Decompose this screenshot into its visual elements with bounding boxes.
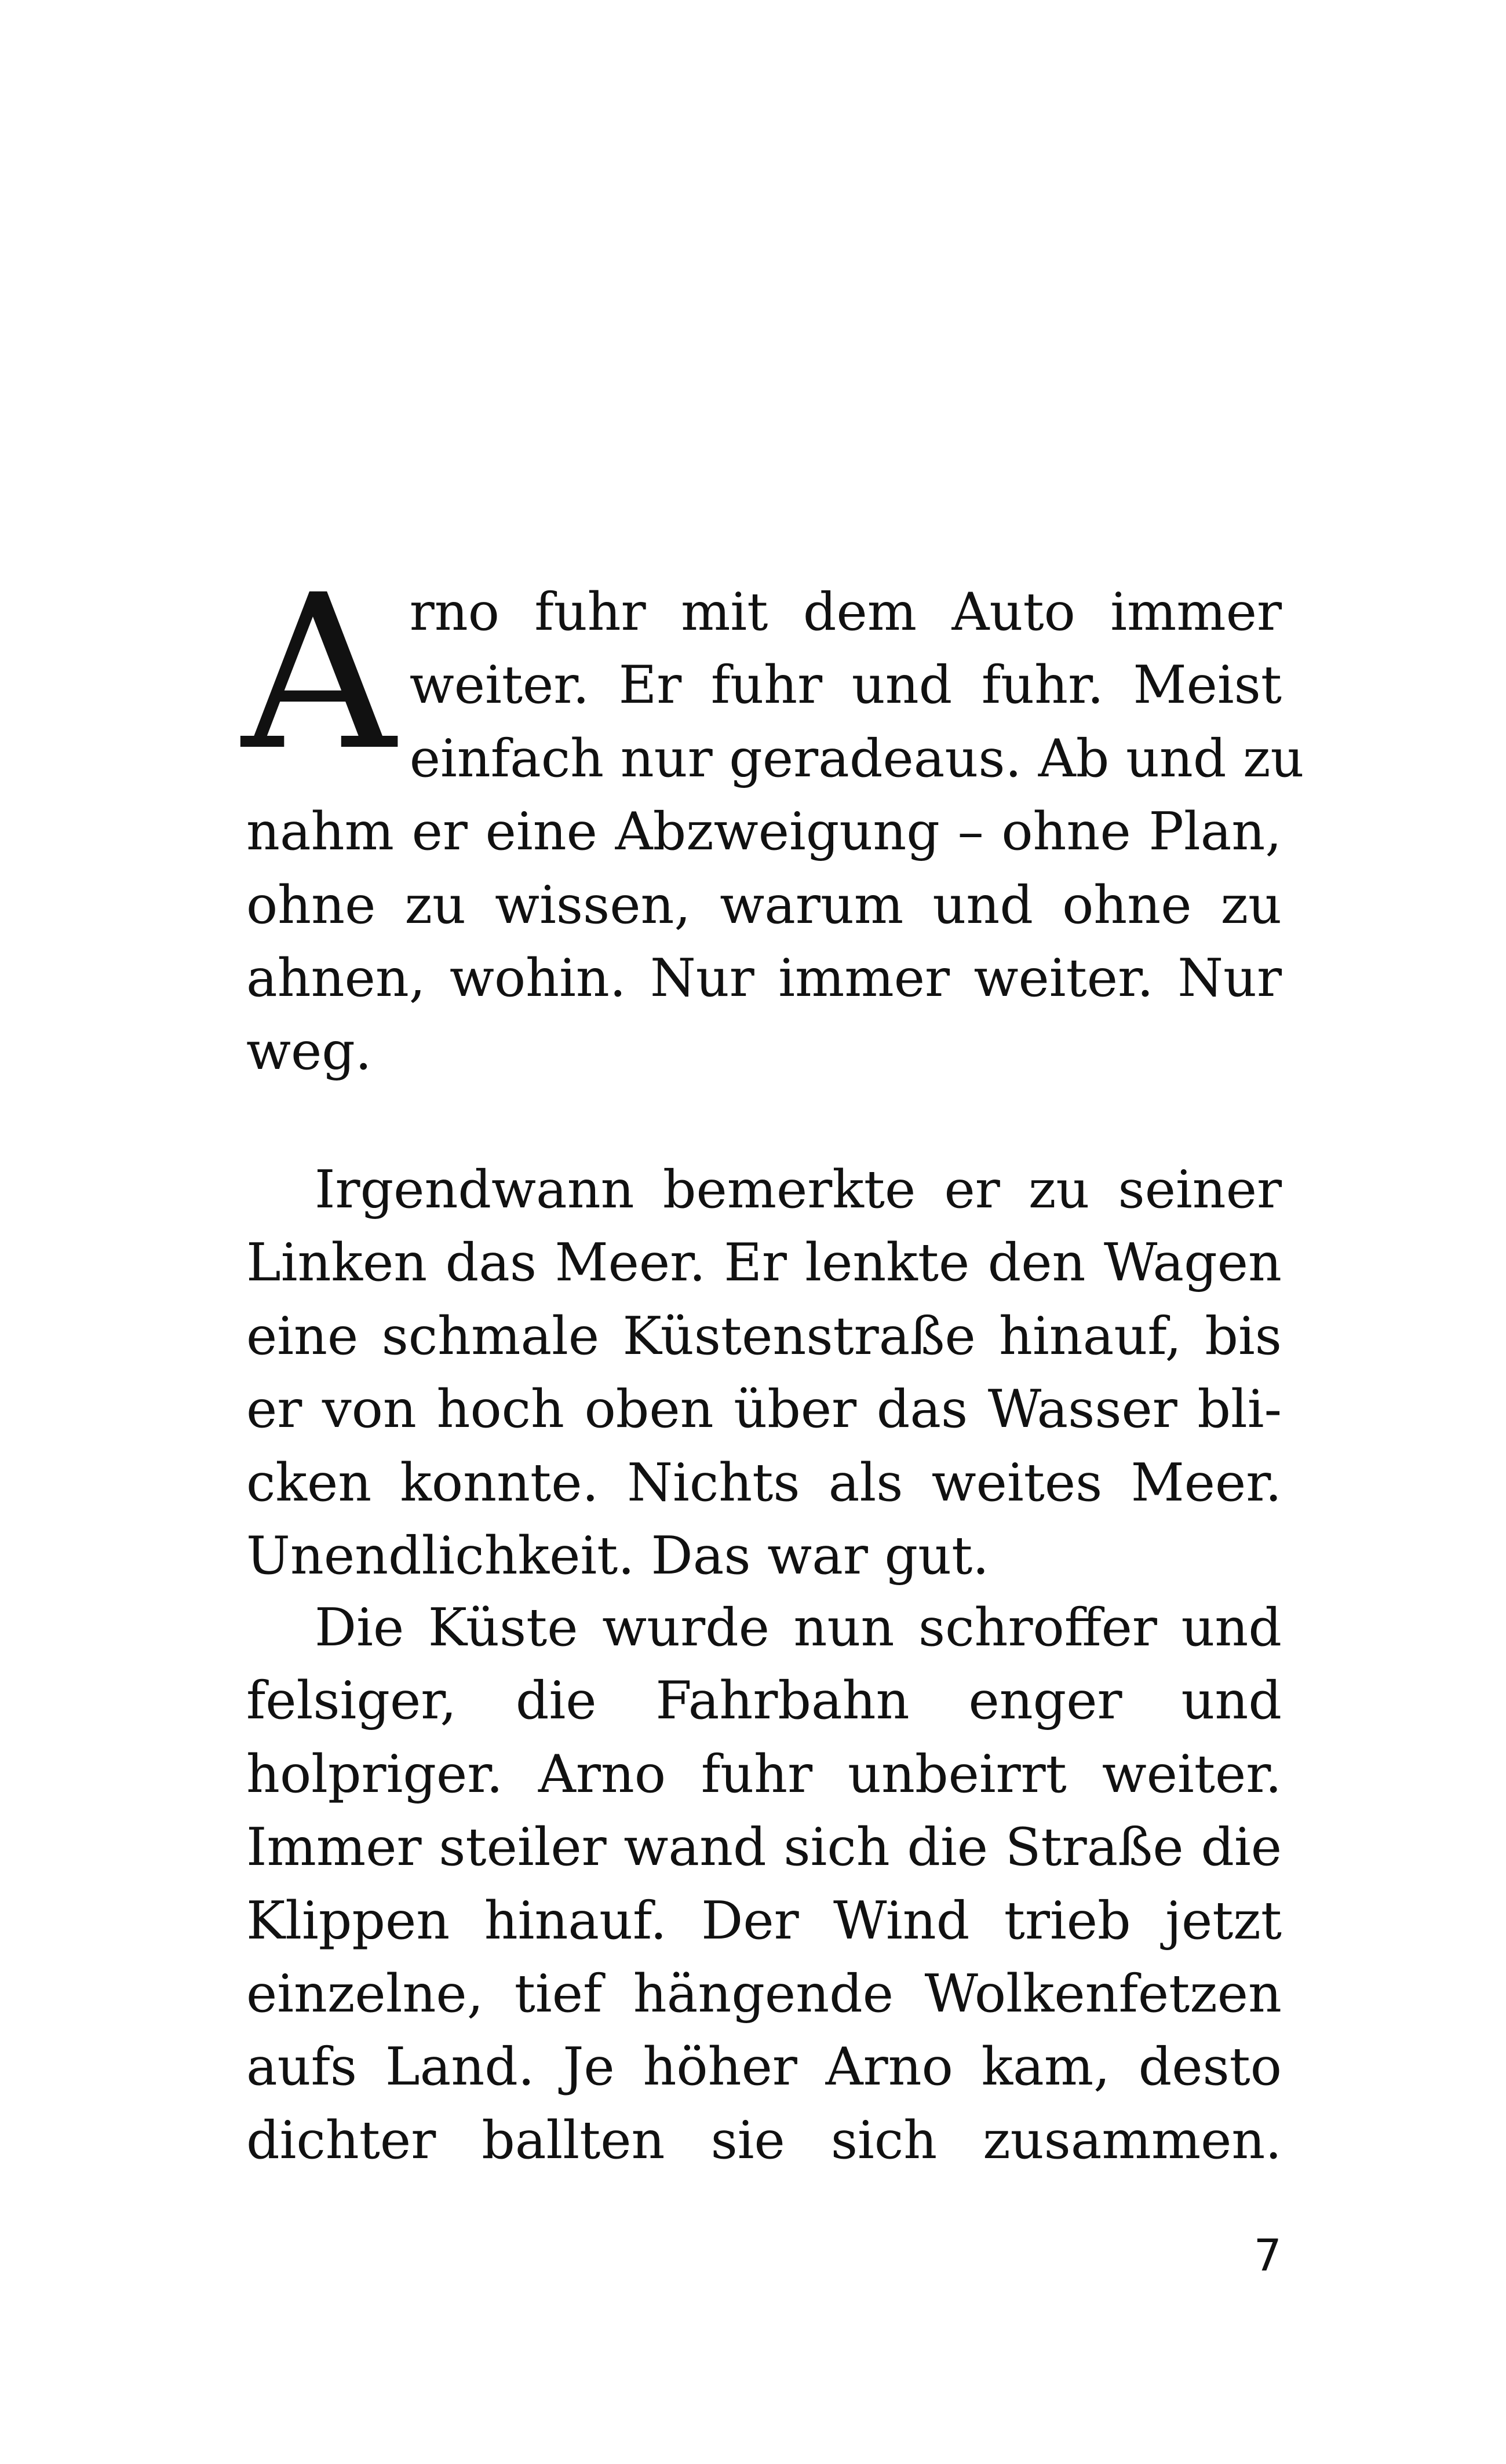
paragraph-2 [246,1153,1282,1593]
paragraph-line: Linken das Meer. Er lenkte den Wagen [246,1232,1282,1294]
paragraph-line: nahm er eine Abzweigung – ohne Plan, [246,801,1282,863]
paragraph-line: Irgendwann bemerkte er zu seiner [315,1159,1282,1220]
page-number: 7 [1253,2229,1282,2281]
paragraph-line: cken konnte. Nichts als weites Meer. [246,1452,1282,1513]
paragraph-line: Klippen hinauf. Der Wind trieb jetzt [246,1890,1282,1951]
paragraph-line: felsiger, die Fahrbahn enger und [246,1670,1282,1732]
paragraph-line: eine schmale Küstenstraße hinauf, bis [246,1305,1282,1367]
paragraph-line: ahnen, wohin. Nur immer weiter. Nur [246,948,1282,1009]
paragraph-line: ohne zu wissen, warum und ohne zu [246,874,1282,936]
paragraph-line: einzelne, tief hängende Wolkenfetzen [246,1963,1282,2025]
paragraph-line: aufs Land. Je höher Arno kam, desto [246,2036,1282,2098]
paragraph-line: Immer steiler wand sich die Straße die [246,1817,1282,1878]
paragraph-line: Die Küste wurde nun schroffer und [315,1597,1282,1658]
paragraph-line: er von hoch oben über das Wasser bli- [246,1379,1282,1440]
paragraph-line: einfach nur geradeaus. Ab und zu [409,728,1304,789]
paragraph-line: dichter ballten sie sich zusammen. [246,2109,1282,2171]
paragraph-line: Unendlichkeit. Das war gut. [246,1525,989,1587]
paragraph-3 [246,1591,1282,2177]
paragraph-line: weiter. Er fuhr und fuhr. Meist [409,655,1282,716]
drop-cap: A [242,549,396,797]
paragraph-line: holpriger. Arno fuhr unbeirrt weiter. [246,1743,1282,1805]
paragraph-line: rno fuhr mit dem Auto immer [409,582,1282,643]
paragraph-1 [242,549,1304,1089]
paragraph-line: weg. [246,1021,372,1082]
